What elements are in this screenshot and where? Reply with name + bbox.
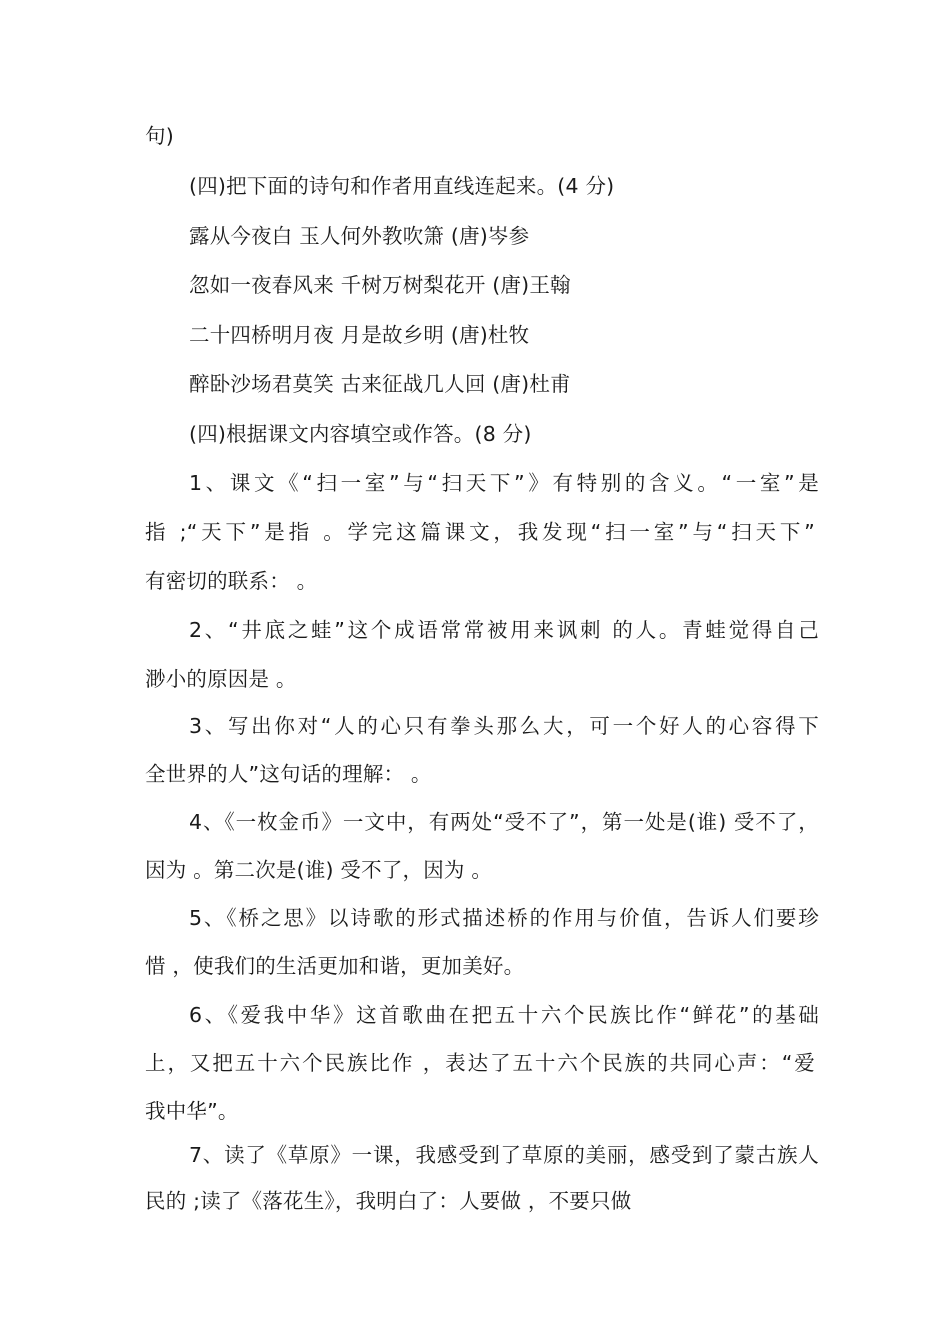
section-heading: (四)把下面的诗句和作者用直线连起来。(4 分) (189, 174, 615, 198)
question-4-line-2: 因为 。第二次是(谁) 受不了，因为 。 (145, 858, 493, 882)
question-4-line-1: 4、《一枚金币》一文中，有两处“受不了”，第一处是(谁) 受不了， (189, 810, 819, 834)
text-line: 句) (145, 124, 174, 148)
poem-line: 二十四桥明月夜 月是故乡明 (唐)杜牧 (189, 323, 530, 347)
question-3-line-2: 全世界的人”这句话的理解： 。 (145, 762, 432, 786)
question-1-line-1: 1、课文《“扫一室”与“扫天下”》有特别的含义。“一室”是 (189, 471, 819, 495)
question-6-line-3: 我中华”。 (145, 1099, 239, 1123)
question-6-line-2: 上，又把五十六个民族比作 ，表达了五十六个民族的共同心声：“爱 (145, 1051, 815, 1075)
question-1-line-2: 指 ;“天下”是指 。学完这篇课文，我发现“扫一室”与“扫天下” (145, 520, 815, 544)
question-7-line-1: 7、读了《草原》一课，我感受到了草原的美丽，感受到了蒙古族人 (189, 1143, 819, 1167)
question-5-line-1: 5、《桥之思》以诗歌的形式描述桥的作用与价值，告诉人们要珍 (189, 906, 819, 930)
question-1-line-3: 有密切的联系： 。 (145, 569, 318, 593)
poem-line: 忽如一夜春风来 千树万树梨花开 (唐)王翰 (189, 273, 571, 297)
question-2-line-2: 渺小的原因是 。 (145, 667, 297, 691)
poem-line: 露从今夜白 玉人何外教吹箫 (唐)岑参 (189, 224, 530, 248)
question-2-line-1: 2、“井底之蛙”这个成语常常被用来讽刺 的人。青蛙觉得自己 (189, 618, 819, 642)
section-heading: (四)根据课文内容填空或作答。(8 分) (189, 422, 532, 446)
question-6-line-1: 6、《爱我中华》这首歌曲在把五十六个民族比作“鲜花”的基础 (189, 1003, 819, 1027)
poem-line: 醉卧沙场君莫笑 古来征战几人回 (唐)杜甫 (189, 372, 571, 396)
question-5-line-2: 惜 ，使我们的生活更加和谐，更加美好。 (145, 954, 525, 978)
question-7-line-2: 民的 ;读了《落花生》，我明白了：人要做 ，不要只做 (145, 1189, 632, 1213)
question-3-line-1: 3、写出你对“人的心只有拳头那么大，可一个好人的心容得下 (189, 714, 819, 738)
